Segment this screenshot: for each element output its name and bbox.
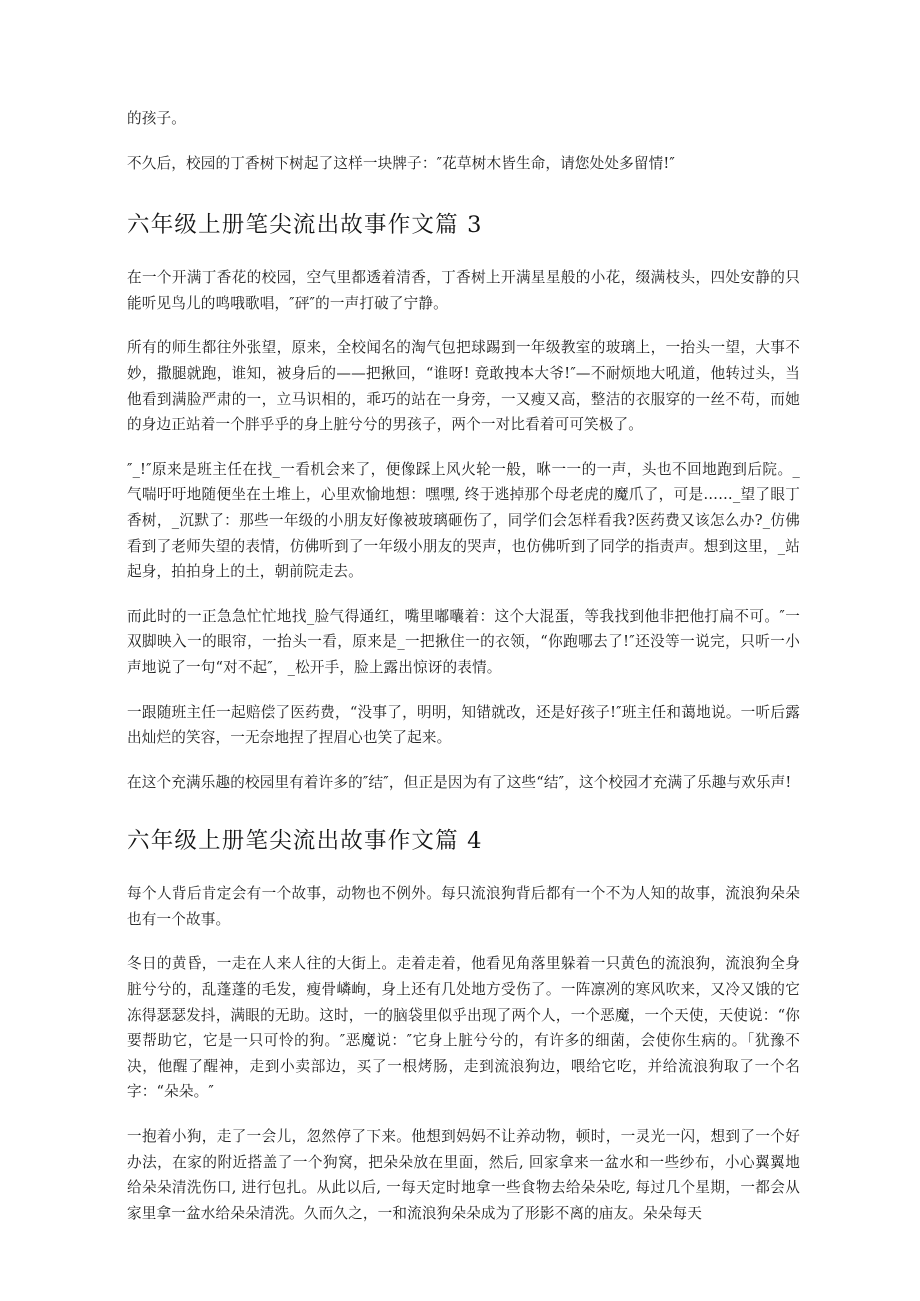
paragraph-continuation: 的孩子。 [127,110,186,127]
paragraph-3-5: 一跟随班主任一起赔偿了医药费，“没事了，明明，知错就改，还是好孩子!″班主任和蔼地说。一听后露出灿烂的笑容，一无奈地捏了捏眉心也笑了起来。 [127,703,800,747]
paragraph-3-2: 所有的师生都往外张望，原来，全校闻名的淘气包把球踢到一年级教室的玻璃上，一抬头一望，大事不妙，撒腿就跑，谁知，被身后的——把揪回，“谁呀! 竟敢拽本大爷!″—不耐烦地大吼道，他转过头，当他看到满脸严肃的一，立马识相的，乖巧的站在一身旁，一又瘦又高，整洁的衣服穿的一丝不苟，而她的身边正站着一个胖乎乎的身上脏兮兮的男孩子，两个一对比看着可可笑极了。 [127,339,800,434]
paragraph-3-3: ″_!″原来是班主任在找_一看机会来了，便像踩上风火轮一般，咻一一的一声，头也不回地跑到后院。_气喘吁吁地随便坐在土堆上，心里欢愉地想：嘿嘿, 终于逃掉那个母老虎的魔爪了，可是……_望了眼丁香树，_沉默了：那些一年级的小朋友好像被玻璃砸伤了，同学们会怎样看我?医药费又该怎么办?_仿佛看到了老师失望的表情，仿佛听到了一年级小朋友的哭声，也仿佛听到了同学的指责声。想到这里，_站起身，拍拍身上的土，朝前院走去。 [127,460,800,581]
paragraph-3-1: 在一个开满丁香花的校园，空气里都透着清香，丁香树上开满星星般的小花，缀满枝头，四处安静的只能听见鸟儿的鸣哦歌唱，″砰″的一声打破了宁静。 [127,269,800,312]
document-body [127,106,800,1226]
paragraph-sign-notice: 不久后，校园的丁香树下树起了这样一块牌子：″花草树木皆生命，请您处处多留情!″ [127,154,675,172]
paragraph-3-6: 在这个充满乐趣的校园里有着许多的″结″，但正是因为有了这些“结″，这个校园才充满了乐趣与欢乐声! [127,773,792,791]
paragraph-4-2: 冬日的黄昏，一走在人来人往的大街上。走着走着，他看见角落里躲着一只黄色的流浪狗，流浪狗全身脏兮兮的，乱蓬蓬的毛发，瘦骨嶙峋，身上还有几处地方受伤了。一阵凛冽的寒风吹来，又冷又饿的它冻得瑟瑟发抖，满眼的无助。这时，一的脑袋里似乎出现了两个人，一个恶魔，一个天使，天使说：“你要帮助它，它是一只可怜的狗。″恶魔说：″它身上脏兮兮的，有许多的细菌，会使你生病的。「犹豫不决，他醒了醒神，走到小卖部边，买了一根烤肠，走到流浪狗边，喂给它吃，并给流浪狗取了一个名字：“朵朵。″ [127,955,800,1101]
paragraph-4-3: 一抱着小狗，走了一会儿，忽然停了下来。他想到妈妈不让养动物，顿时，一灵光一闪，想到了一个好办法，在家的附近搭盖了一个狗窝，把朵朵放在里面，然后, 回家拿来一盆水和一些纱布，小心翼翼地给朵朵清洗伤口, 进行包扎。从此以后, 一每天定时地拿一些食物去给朵朵吃, 每过几个星期，一都会从家里拿一盆水给朵朵清洗。久而久之，一和流浪狗朵朵成为了形影不离的庙友。朵朵每天 [127,1128,800,1222]
heading-essay-3: 六年级上册笔尖流出故事作文篇 3 [127,212,483,239]
paragraph-4-1: 每个人背后肯定会有一个故事，动物也不例外。每只流浪狗背后都有一个不为人知的故事，流浪狗朵朵也有一个故事。 [127,885,800,928]
paragraph-3-4: 而此时的一正急急忙忙地找_脸气得通红，嘴里嘟囔着：这个大混蛋，等我找到他非把他打扁不可。″一双脚映入一的眼帘，一抬头一看，原来是_一把揪住一的衣领，“你跑哪去了!″还没等一说完，只听一小声地说了一句“对不起″，_松开手，脸上露出惊讶的表情。 [127,607,800,676]
heading-essay-4: 六年级上册笔尖流出故事作文篇 4 [127,828,483,855]
